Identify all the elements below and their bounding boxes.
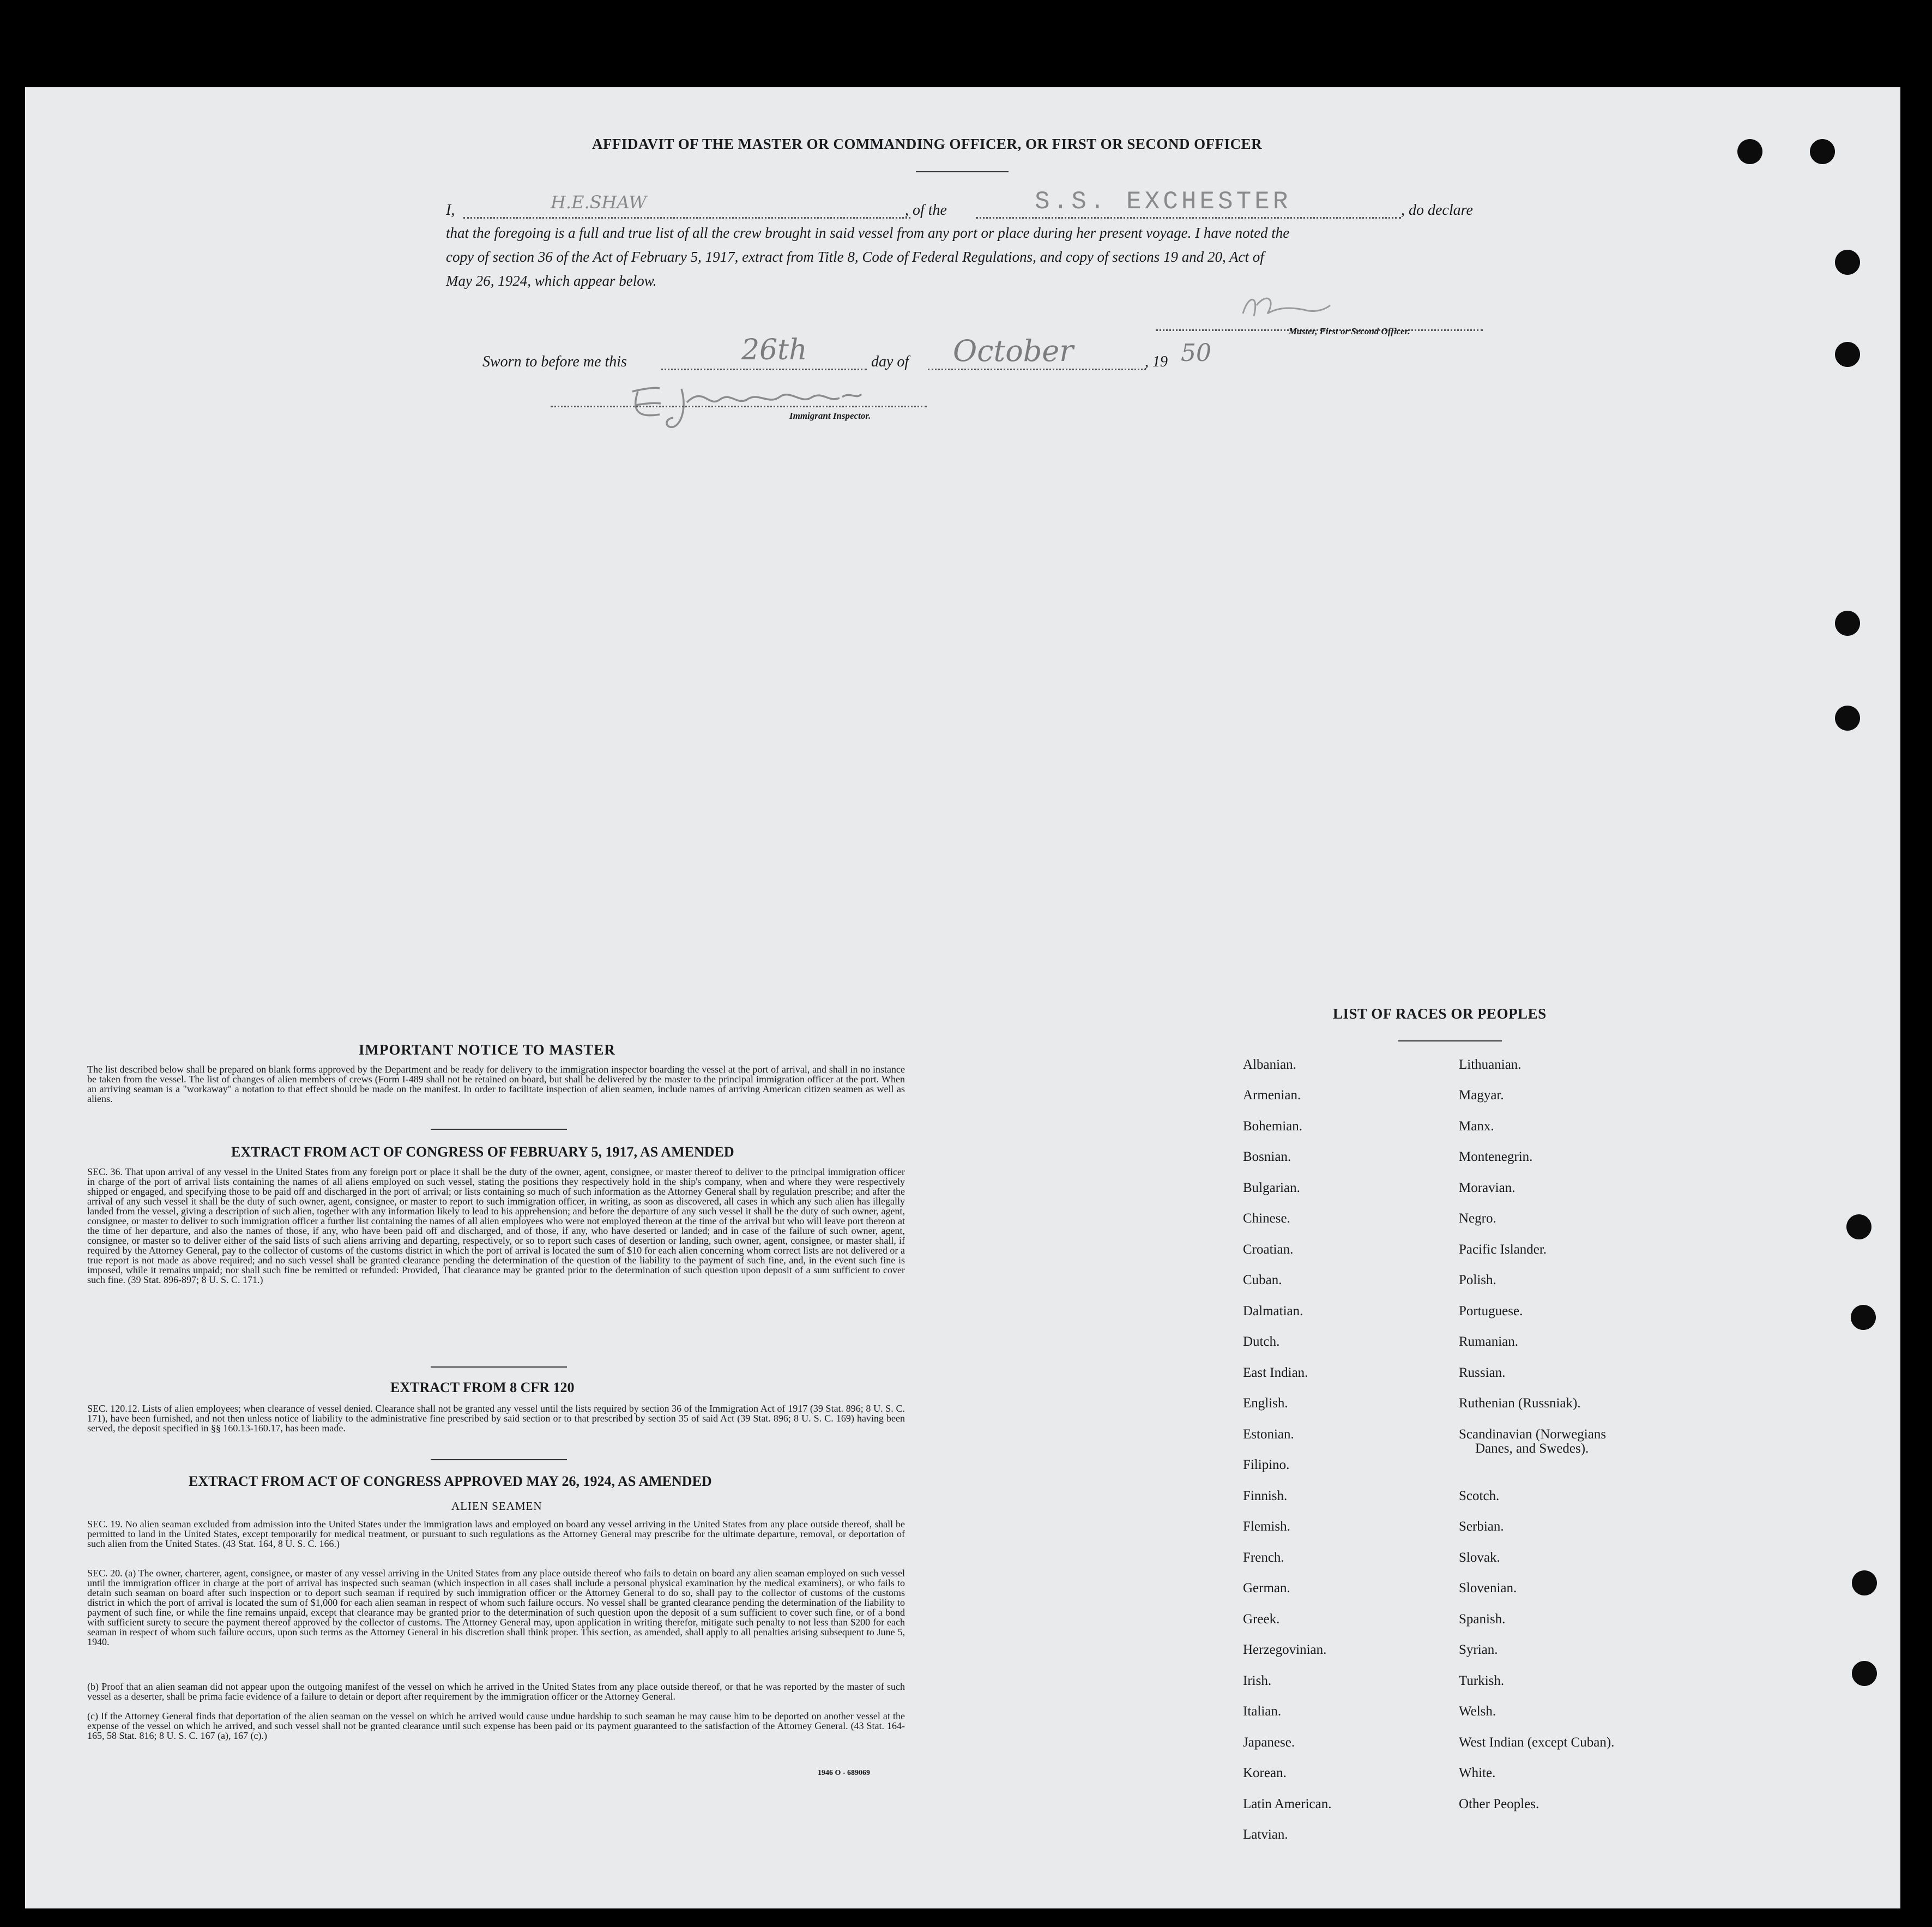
extract-1924-title: EXTRACT FROM ACT OF CONGRESS APPROVED MAY 26, 1924, AS AMENDED [189,1473,712,1489]
race-item: Syrian. [1459,1642,1498,1657]
divider [1398,1040,1502,1041]
punch-hole [1835,611,1860,636]
punch-hole [1835,706,1860,731]
officer-name: H.E.SHAW [551,192,647,213]
race-item: Lithuanian. [1459,1057,1522,1072]
race-item: Spanish. [1459,1612,1506,1627]
race-item: Slovak. [1459,1550,1500,1565]
punch-hole [1737,139,1762,164]
extract-1924-sec20c: (c) If the Attorney General finds that deportation of the alien seaman on the vessel on which he arrived would cause undue hardship to such seaman he may cause him to be deported on another vessel at the expense of the vessel on which he arrived, and such vessel shall not be granted clearance until such expense has been paid or its payment guaranteed to the satisfaction of the Attorney General. (43 Stat. 164-165, 58 Stat. 816; 8 U. S. C. 167 (a), 167 (c).) [87,1711,905,1741]
race-item: English. [1243,1396,1288,1411]
race-item: Moravian. [1459,1181,1516,1195]
race-item: Herzegovinian. [1243,1642,1327,1657]
punch-hole [1851,1305,1876,1330]
sworn-prefix: Sworn to before me this [482,353,627,370]
race-item: Danes, and Swedes). [1475,1441,1589,1456]
printer-code: 1946 O - 689069 [818,1769,871,1777]
race-item: Polish. [1459,1273,1496,1287]
divider [431,1129,567,1130]
race-item: Japanese. [1243,1735,1295,1750]
race-item: Filipino. [1243,1458,1290,1472]
race-item: Chinese. [1243,1211,1290,1226]
race-item: Dalmatian. [1243,1304,1303,1318]
race-item: German. [1243,1581,1290,1595]
race-item: Magyar. [1459,1088,1504,1103]
divider [916,171,1009,172]
race-item: Bohemian. [1243,1119,1303,1134]
race-item: Korean. [1243,1766,1287,1780]
vessel-name-stamp: S.S. EXCHESTER [1035,188,1291,216]
affidavit-line-2: that the foregoing is a full and true list of all the crew brought in said vessel from any port or place during her present voyage. I have noted the [446,225,1290,241]
affidavit-do-declare: , do declare [1401,202,1473,219]
extract-1924-sec20b: (b) Proof that an alien seaman did not appear upon the outgoing manifest of the vessel on which he arrived in the United States from any place outside thereof, or that he was reported by the master of such vessel as a deserter, shall be prima facie evidence of a failure to detain or deport after requirement by the immigration officer or the Attorney General. [87,1681,905,1702]
race-item: Croatian. [1243,1242,1294,1257]
extract-1917-text: SEC. 36. That upon arrival of any vessel in the United States from any foreign port or place it shall be the duty of the owner, agent, consignee, or master thereof to deliver to the principal immigration officer in charge of the port of arrival lists containing the names of all aliens employed on such vessel, stating the positions they respectively hold in the ship's company, when and where they were respectively shipped or engaged, and specifying those to be paid off and discharged in the port of arrival; or lists containing so much of such information as the Attorney General shall by regulation prescribe; and after the arrival of any such vessel it shall be the duty of such owner, agent, consignee, or master to report to such immigration officer, in writing, as soon as discovered, all cases in which any such alien has illegally landed from the vessel, giving a description of such alien, together with any information likely to lead to his apprehension; and before the departure of any such vessel it shall be the duty of such owner, agent, consignee, or master to deliver to such immigration officer a further list containing the names of all alien employees who were not employed thereon at the time of the arrival but who will leave port thereon at the time of her departure, and also the names of those, if any, who have been paid off and discharged, and of those, if any, who have deserted or landed; and in case of the failure of such owner, agent, consignee, or master so to deliver either of the said lists of such aliens arriving and departing, respectively, or so to report such cases of desertion or landing, such owner, agent, consignee, or master shall, if required by the Attorney General, pay to the collector of customs of the customs district in which the port of arrival is located the sum of $10 for each alien concerning whom correct lists are not delivered or a true report is not made as above required; and no such vessel shall be granted clearance pending the determination of the question of the liability to the payment of such fine, and, in the event such fine is imposed, while it remains unpaid; nor shall such fine be remitted or refunded: Provided, That clearance may be granted prior to the determination of such question upon deposit of a sum sufficient to cover such fine. (39 Stat. 896-897; 8 U. S. C. 171.) [87,1166,905,1285]
sworn-day: 26th [741,334,807,366]
race-item: Latvian. [1243,1827,1288,1842]
race-item: Welsh. [1459,1704,1496,1719]
extract-1924-sec19: SEC. 19. No alien seaman excluded from admission into the United States under the immigration laws and employed on board any vessel arriving in the United States from any place outside thereof, shall be permitted to land in the United States, except temporarily for medical treatment, or pursuant to such regulations as the Attorney General may prescribe for the ultimate departure, removal, or deportation of such alien from the United States. (43 Stat. 164, 8 U. S. C. 166.) [87,1519,905,1549]
affidavit-line-4: May 26, 1924, which appear below. [446,273,657,289]
extract-1917-title: EXTRACT FROM ACT OF CONGRESS OF FEBRUARY 5, 1917, AS AMENDED [231,1144,734,1160]
race-item: Turkish. [1459,1673,1505,1688]
race-item: Rumanian. [1459,1334,1519,1349]
officer-name-line [463,217,910,219]
affidavit-of-the: , of the [905,202,947,219]
race-item: Russian. [1459,1365,1506,1380]
extract-cfr-title: EXTRACT FROM 8 CFR 120 [390,1380,575,1395]
master-caption: Master, First or Second Officer. [1289,326,1410,336]
sworn-month: October [953,334,1074,368]
race-item: Latin American. [1243,1797,1332,1811]
race-item: Irish. [1243,1673,1272,1688]
extract-1924-subtitle: ALIEN SEAMEN [451,1500,542,1513]
punch-hole [1846,1214,1871,1239]
race-item: Dutch. [1243,1334,1280,1349]
race-item: Montenegrin. [1459,1149,1533,1164]
sworn-year: 50 [1181,339,1211,367]
vessel-name-line [976,217,1401,219]
punch-hole [1852,1661,1877,1686]
race-item: White. [1459,1766,1496,1780]
punch-hole [1835,250,1860,275]
race-item: Cuban. [1243,1273,1282,1287]
divider [431,1459,567,1460]
race-item: Bulgarian. [1243,1181,1300,1195]
inspector-signature [621,375,927,430]
notice-text: The list described below shall be prepared on blank forms approved by the Department and be ready for delivery to the immigration inspector boarding the vessel at the port of arrival, and shall in no instance be taken from the vessel. The list of changes of alien members of crews (Form I-489 shall not be retained on board, but shall be delivered by the master to the principal immigration officer at the port. When an arriving seaman is a "workaway" a notation to that effect should be made on the manifest. In order to facilitate inspection of alien seamen, include names of arriving American citizen seamen as well as aliens. [87,1064,905,1104]
sworn-day-of: day of [871,353,909,370]
master-signature [1237,289,1336,327]
race-item: East Indian. [1243,1365,1308,1380]
sworn-day-line [661,369,867,370]
inspector-caption: Immigrant Inspector. [789,411,871,421]
affidavit-title: AFFIDAVIT OF THE MASTER OR COMMANDING OFFICER, OR FIRST OR SECOND OFFICER [592,136,1263,152]
affidavit-i: I, [446,202,455,219]
race-item: Greek. [1243,1612,1280,1627]
race-item: Albanian. [1243,1057,1296,1072]
affidavit-line-3: copy of section 36 of the Act of February 5, 1917, extract from Title 8, Code of Federal Regulations, and copy of sections 19 and 20, Act of [446,249,1264,265]
sworn-year-prefix: , 19 [1145,353,1168,370]
race-item: West Indian (except Cuban). [1459,1735,1615,1750]
race-item: Estonian. [1243,1427,1294,1442]
race-item: Scotch. [1459,1489,1500,1503]
punch-hole [1852,1570,1877,1595]
race-item: Bosnian. [1243,1149,1291,1164]
inspector-signature-line [551,406,927,407]
race-item: Other Peoples. [1459,1797,1539,1811]
race-item: Portuguese. [1459,1304,1523,1318]
notice-title: IMPORTANT NOTICE TO MASTER [359,1041,615,1058]
race-item: Armenian. [1243,1088,1301,1103]
divider [431,1366,567,1368]
race-item: Negro. [1459,1211,1496,1226]
race-item: Ruthenian (Russniak). [1459,1396,1581,1411]
race-item: Scandinavian (Norwegians [1459,1427,1607,1442]
race-item: Finnish. [1243,1489,1288,1503]
punch-hole [1810,139,1835,164]
race-item: Italian. [1243,1704,1282,1719]
sworn-month-line [928,369,1146,370]
extract-1924-sec20a: SEC. 20. (a) The owner, charterer, agent, consignee, or master of any vessel arriving in the United States from any place outside thereof who fails to detain on board any alien seaman employed on such vessel until the immigration officer in charge at the port of arrival has inspected such seaman (which inspection in all cases shall include a personal physical examination by the medical examiners), or who fails to detain such seaman on board after such inspection or to deport such seaman if required by such immigration officer or the Attorney General to do so, shall pay to the collector of customs of the customs district in which the port of arrival is located the sum of $1,000 for each alien seaman in respect of whom such failure occurs. No vessel shall be granted clearance pending the determination of the liability to payment of such fine, or while the fine remains unpaid, except that clearance may be granted prior to the determination of such question upon the deposit of a sum sufficient to cover such fine, or of a bond with sufficient surety to secure the payment thereof approved by the collector of customs. The Attorney General may, upon application in writing therefor, mitigate such penalty to not less than $200 for each seaman in respect of whom such failure occurs, upon such terms as the Attorney General in his discretion shall think proper. This section, as amended, shall apply to all penalties arising subsequent to June 5, 1940. [87,1568,905,1647]
race-item: French. [1243,1550,1284,1565]
races-title: LIST OF RACES OR PEOPLES [1333,1005,1547,1022]
extract-cfr-text: SEC. 120.12. Lists of alien employees; when clearance of vessel denied. Clearance shall not be granted any vessel until the lists required by section 36 of the Immigration Act of 1917 (39 Stat. 896; 8 U. S. C. 171), have been furnished, and not then unless notice of liability to the administrative fine prescribed by said section or to that prescribed by section 35 of said Act (39 Stat. 896; 8 U. S. C. 169) having been served, the deposit specified in §§ 160.13-160.17, has been made. [87,1403,905,1434]
race-item: Manx. [1459,1119,1494,1134]
race-item: Serbian. [1459,1519,1504,1534]
punch-hole [1835,342,1860,367]
race-item: Flemish. [1243,1519,1290,1534]
race-item: Pacific Islander. [1459,1242,1547,1257]
race-item: Slovenian. [1459,1581,1517,1595]
